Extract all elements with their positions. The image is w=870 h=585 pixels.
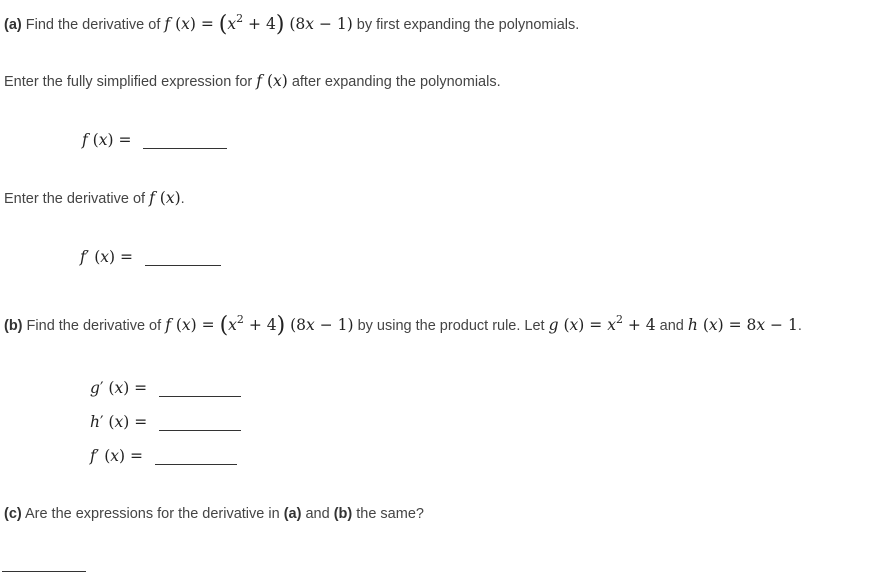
part-a-expand-prompt (4, 72, 501, 90)
part-b-middle: by using the product rule. Let (357, 318, 545, 334)
part-c-label: (c) (4, 506, 22, 522)
part-c-ref-b: (b) (333, 506, 353, 522)
answer-row-fprime-a (80, 248, 221, 266)
answer-row-fprime-b (90, 447, 237, 465)
part-a-derivative-prompt: Enter the derivative of f (x). (4, 189, 185, 207)
part-a-suffix: by first expanding the polynomials. (356, 17, 580, 33)
answer-input-c[interactable] (2, 557, 86, 572)
expand-prompt-tail: after expanding the polynomials. (291, 74, 501, 90)
part-a-label: (a) (4, 17, 22, 33)
part-b-g-definition: g $(x) = x^2 + 4$ (548, 313, 656, 334)
answer-row-gprime (90, 379, 241, 397)
answer-label-f: f (x) = (82, 131, 132, 149)
part-b-label: (b) (4, 318, 23, 334)
answer-row-hprime (90, 413, 241, 431)
expand-prompt-function: f (x) (256, 72, 288, 90)
part-a-prefix: Find the derivative of (25, 17, 161, 33)
answer-row-f (82, 131, 227, 149)
answer-label-fprime-a: f′ (x) = (80, 248, 133, 266)
part-a-question (4, 12, 579, 37)
part-c-and: and (305, 506, 330, 522)
part-c-ref-a: (a) (283, 506, 302, 522)
part-b-prefix: Find the derivative of (26, 318, 162, 334)
derivative-prompt-function: f (x) (149, 189, 181, 207)
answer-input-gprime[interactable] (159, 382, 241, 397)
part-c-text-1: Are the expressions for the derivative in (24, 506, 280, 522)
part-c-text-2: the same? (356, 506, 424, 522)
answer-label-fprime-b: f′ (x) = (90, 447, 143, 465)
answer-label-gprime: g′ (x) = (90, 379, 148, 397)
part-b-function-expression: f $(x) = (x^2 + 4) (8x - 1)$ (165, 313, 354, 338)
derivative-prompt-text: Enter the derivative of (4, 191, 146, 207)
answer-label-hprime: h′ (x) = (90, 413, 148, 431)
answer-row-c (0, 556, 86, 572)
part-b-h-definition: h (x) = 8x − 1 (687, 316, 798, 334)
expand-prompt-text: Enter the fully simplified expression for (4, 74, 253, 90)
answer-input-f[interactable] (143, 134, 227, 149)
part-a-function-expression: f $(x) = (x^2 + 4) (8x - 1)$ (164, 12, 353, 37)
part-c-question (4, 506, 424, 522)
part-b-question: (b) Find the derivative of f $(x) = (x^2 + 4) (8x - 1)$ by using the product rule. Let g $(x) = x^2 + 4$ and h (x) = 8x − 1. (4, 313, 802, 338)
answer-input-hprime[interactable] (159, 416, 241, 431)
answer-input-fprime-a[interactable] (145, 251, 221, 266)
answer-input-fprime-b[interactable] (155, 450, 237, 465)
part-b-and: and (659, 318, 684, 334)
